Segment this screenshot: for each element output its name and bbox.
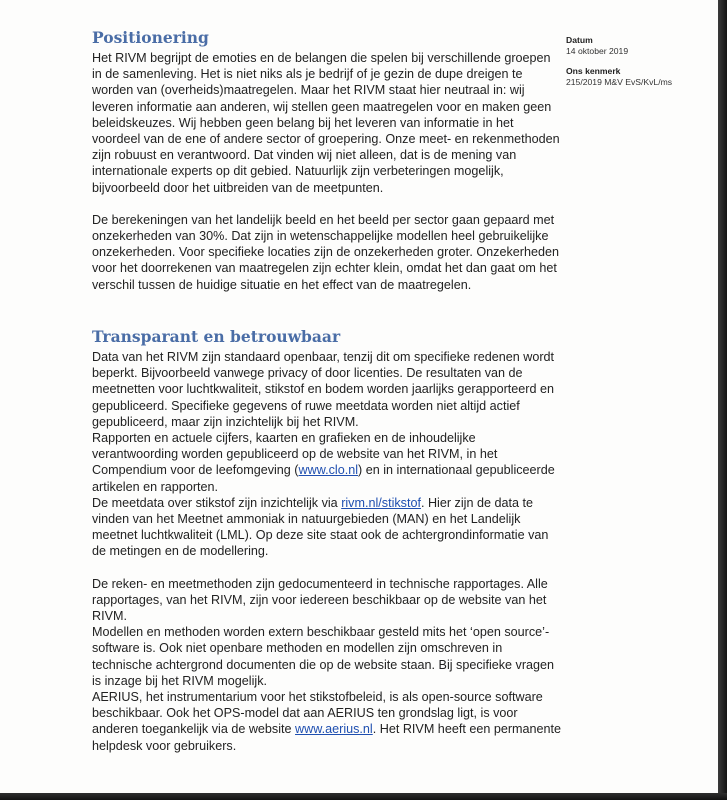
kenmerk-label: Ons kenmerk: [566, 66, 621, 76]
kenmerk-value: 215/2019 M&V EvS/KvL/ms: [566, 77, 673, 87]
paragraph-transparant-2: [92, 430, 562, 495]
paragraph-transparant-5: Modellen en methoden worden extern beschikbaar gesteld mits het ‘open source’-software is. Ook niet openbare methoden en modellen zijn omschreven in technische achtergrond documenten die op de website staan. Bij specifieke vragen is inzage bij het RIVM mogelijk.: [92, 625, 555, 688]
datum-label: Datum: [566, 35, 593, 45]
sidebar-metadata: [566, 35, 716, 88]
heading-positionering: Positionering: [92, 28, 209, 47]
background-edge-bottom: [0, 793, 727, 800]
paragraph-positionering-2: De berekeningen van het landelijk beeld en het beeld per sector gaan gepaard met onzekerheden van 30%. Dat zijn in wetenschappelijke modellen heel gebruikelijke onzekerheden. Voor specifieke locaties zijn de onzekerheden groter. Onzekerheden voor het doorrekenen van maatregelen zijn echter klein, omdat het dan gaat om het verschil tussen de huidige situatie en het effect van de maatregelen.: [92, 212, 559, 292]
text-segment: AERIUS, het instrumentarium voor het stikstofbeleid, is als open-source software beschikbaar. Ook het OPS-model dat aan AERIUS ten grondslag ligt, is voor anderen toegankelijk via de website: [92, 690, 543, 737]
text-segment: ) en in internationaal gepubliceerde artikelen en rapporten.: [92, 463, 555, 494]
paragraph-transparant-3: [92, 495, 562, 560]
link-rivm-stikstof[interactable]: rivm.nl/stikstof: [341, 495, 421, 510]
heading-transparant: Transparant en betrouwbaar: [92, 327, 341, 346]
text-segment: Rapporten en actuele cijfers, kaarten en grafieken en de inhoudelijke verantwoording worden gepubliceerd op de website van het RIVM, in het Compendium voor de leefomgeving (: [92, 431, 498, 478]
link-aerius[interactable]: www.aerius.nl: [295, 722, 373, 737]
section-positionering-body: [92, 50, 562, 293]
text-segment: . Het RIVM heeft een permanente helpdesk voor gebruikers.: [92, 722, 562, 753]
paragraph-positionering-1: Het RIVM begrijpt de emoties en de belangen die spelen bij verschillende groepen in de samenleving. Het is niet niks als je bedrijf of je gezin de dupe dreigen te worden van (overheids)maatregelen. Maar het RIVM staat hier neutraal in: wij leveren informatie aan anderen, wij stellen geen maatregelen voor en maken geen beleidskeuzes. Wij hebben geen belang bij het leveren van informatie in het voordeel van de ene of andere sector of groepering. Onze meet- en rekenmethoden zijn robuust en verantwoord. Dat vinden wij niet alleen, dat is de mening van internationale experts op dit gebied. Natuurlijk zijn verbeteringen mogelijk, bijvoorbeeld door het uitbreiden van de meetpunten.: [92, 51, 560, 195]
paragraph-transparant-1: Data van het RIVM zijn standaard openbaar, tenzij dit om specifieke redenen wordt beperkt. Bijvoorbeeld vanwege privacy of door licenties. De resultaten van de meetnetten voor luchtkwaliteit, stikstof en bodem worden jaarlijks gerapporteerd en gepubliceerd. Specifieke gegevens of ruwe meetdata worden niet altijd actief gepubliceerd, maar zijn inzichtelijk bij het RIVM.: [92, 350, 555, 429]
background-edge-right: [718, 0, 727, 800]
paragraph-transparant-4: De reken- en meetmethoden zijn gedocumenteerd in technische rapportages. Alle rapportages, van het RIVM, zijn voor iedereen beschikbaar op de website van het RIVM.: [92, 576, 548, 624]
text-segment: . Hier zijn de data te vinden van het Meetnet ammoniak in natuurgebieden (MAN) en het Landelijk meetnet luchtkwaliteit (LML). Op deze site staat ook de achtergrondinformatie van de metingen en de modellering.: [92, 495, 549, 559]
section-transparant-body: [92, 349, 562, 754]
link-clo[interactable]: www.clo.nl: [298, 463, 359, 478]
text-segment: De meetdata over stikstof zijn inzichtelijk via: [92, 495, 342, 510]
paragraph-transparant-6: [92, 689, 562, 754]
datum-value: 14 oktober 2019: [566, 46, 629, 56]
